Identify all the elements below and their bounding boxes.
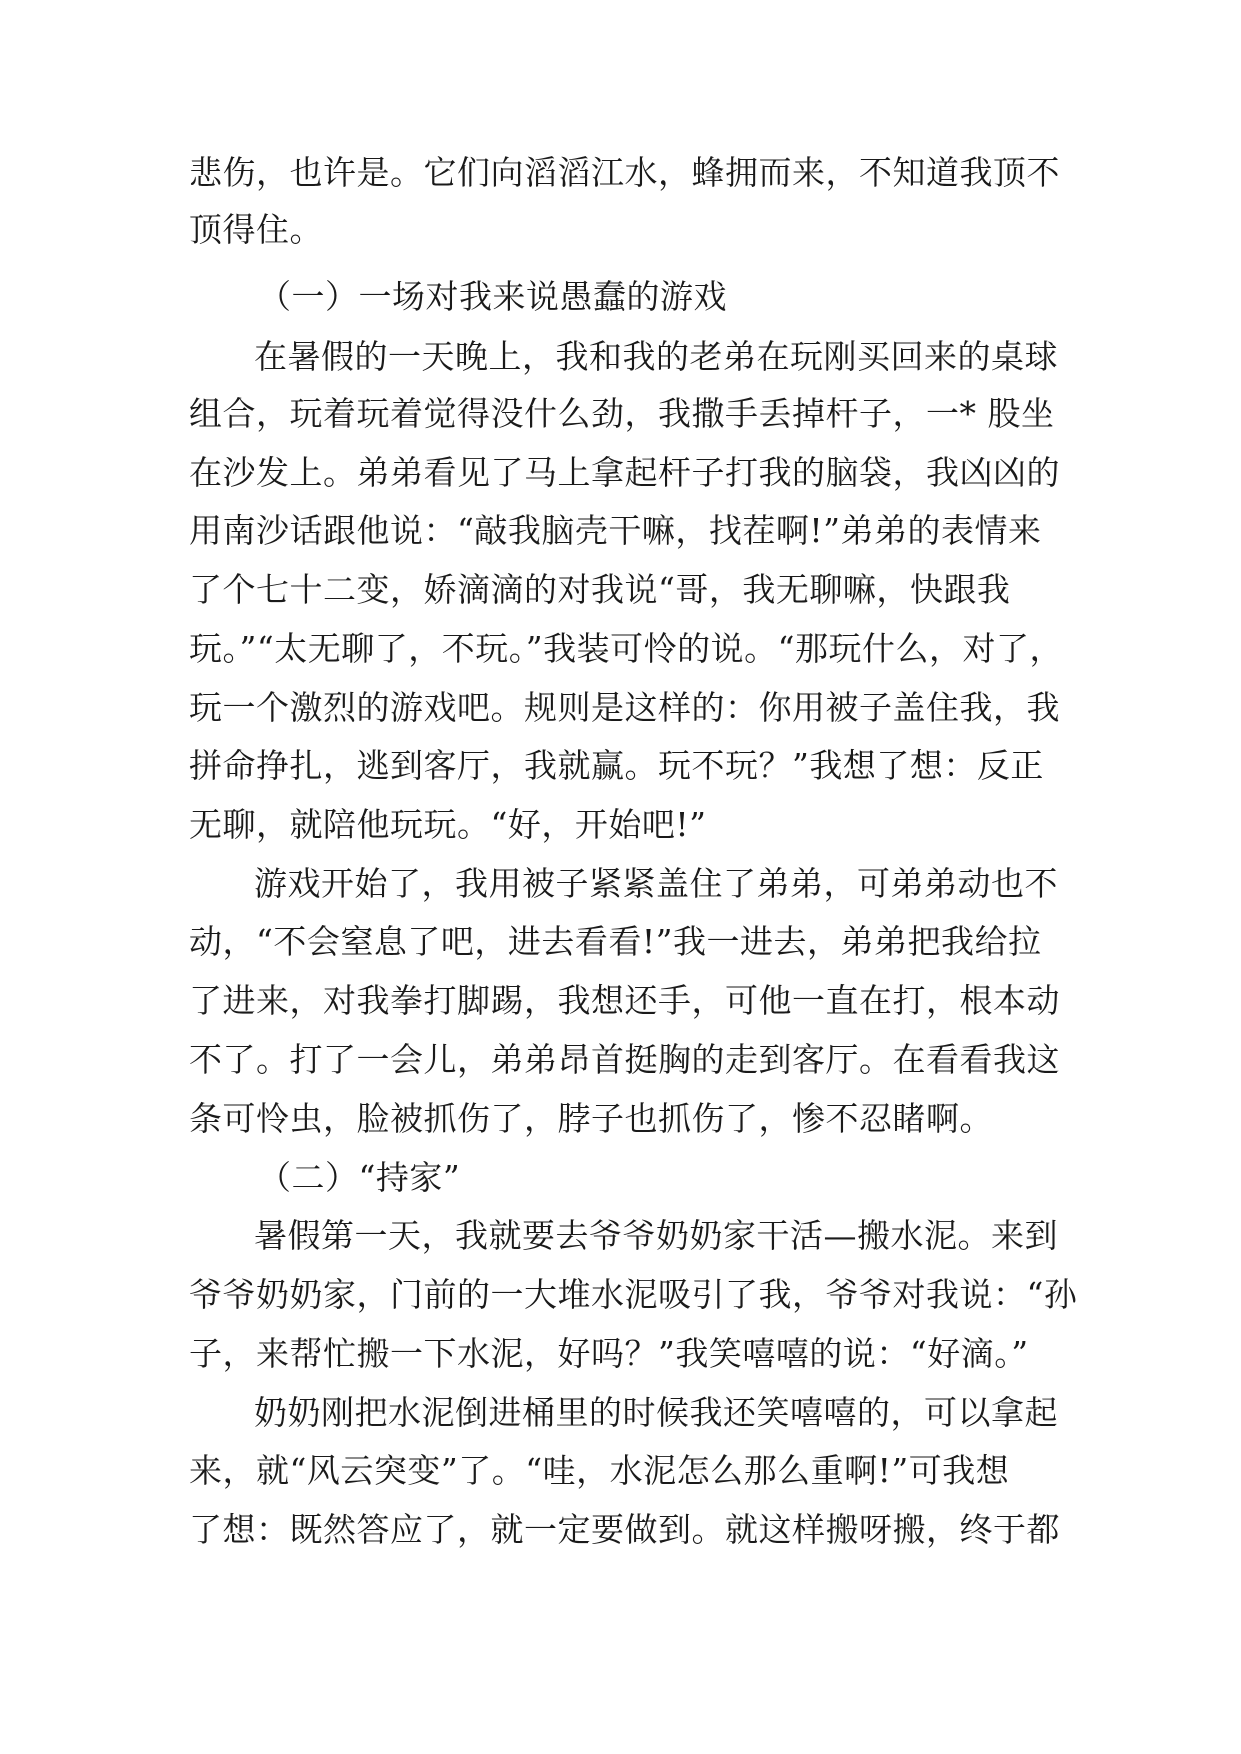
text-line: 了个七十二变，娇滴滴的对我说“哥，我无聊嘛，快跟我 [189,570,1011,609]
text-line: 不了。打了一会儿，弟弟昂首挺胸的走到客厅。在看看我这 [189,1040,1060,1079]
section-heading-1: （一）一场对我来说愚蠢的游戏 [258,277,727,316]
text-line: 玩一个激烈的游戏吧。规则是这样的：你用被子盖住我，我 [189,688,1060,727]
text-line: 了进来，对我拳打脚踢，我想还手，可他一直在打，根本动 [189,981,1060,1020]
text-line: 顶得住。 [189,210,323,249]
text-line: 奶奶刚把水泥倒进桶里的时候我还笑嘻嘻的，可以拿起 [254,1393,1058,1432]
text-line: 组合，玩着玩着觉得没什么劲，我撒手丢掉杆子，一* 股坐 [189,394,1055,433]
text-line: 在暑假的一天晚上，我和我的老弟在玩刚买回来的桌球 [254,337,1058,376]
text-line: 用南沙话跟他说：“敲我脑壳干嘛，找茬啊!”弟弟的表情来 [189,511,1042,550]
text-line: 来，就“风云突变”了。“哇，水泥怎么那么重啊!”可我想 [189,1451,1010,1490]
text-line: 游戏开始了，我用被子紧紧盖住了弟弟，可弟弟动也不 [254,864,1058,903]
section-heading-2: （二）“持家” [258,1158,461,1197]
text-line: 暑假第一天，我就要去爷爷奶奶家干活—搬水泥。来到 [254,1216,1058,1255]
text-line: 无聊，就陪他玩玩。“好，开始吧!” [189,805,707,844]
text-line: 玩。”“太无聊了，不玩。”我装可怜的说。“那玩什么，对了， [189,629,1063,668]
text-line: 动，“不会窒息了吧，进去看看!”我一进去，弟弟把我给拉 [189,922,1042,961]
text-line: 悲伤，也许是。它们向滔滔江水，蜂拥而来，不知道我顶不 [189,153,1060,192]
text-line: 拼命挣扎，逃到客厅，我就赢。玩不玩？”我想了想：反正 [189,746,1044,785]
text-line: 子，来帮忙搬一下水泥，好吗？”我笑嘻嘻的说：“好滴。” [189,1334,1029,1373]
text-line: 爷爷奶奶家，门前的一大堆水泥吸引了我，爷爷对我说：“孙 [189,1275,1078,1314]
text-line: 在沙发上。弟弟看见了马上拿起杆子打我的脑袋，我凶凶的 [189,453,1060,492]
text-line: 条可怜虫，脸被抓伤了，脖子也抓伤了，惨不忍睹啊。 [189,1099,993,1138]
text-line: 了想：既然答应了，就一定要做到。就这样搬呀搬，终于都 [189,1510,1060,1549]
